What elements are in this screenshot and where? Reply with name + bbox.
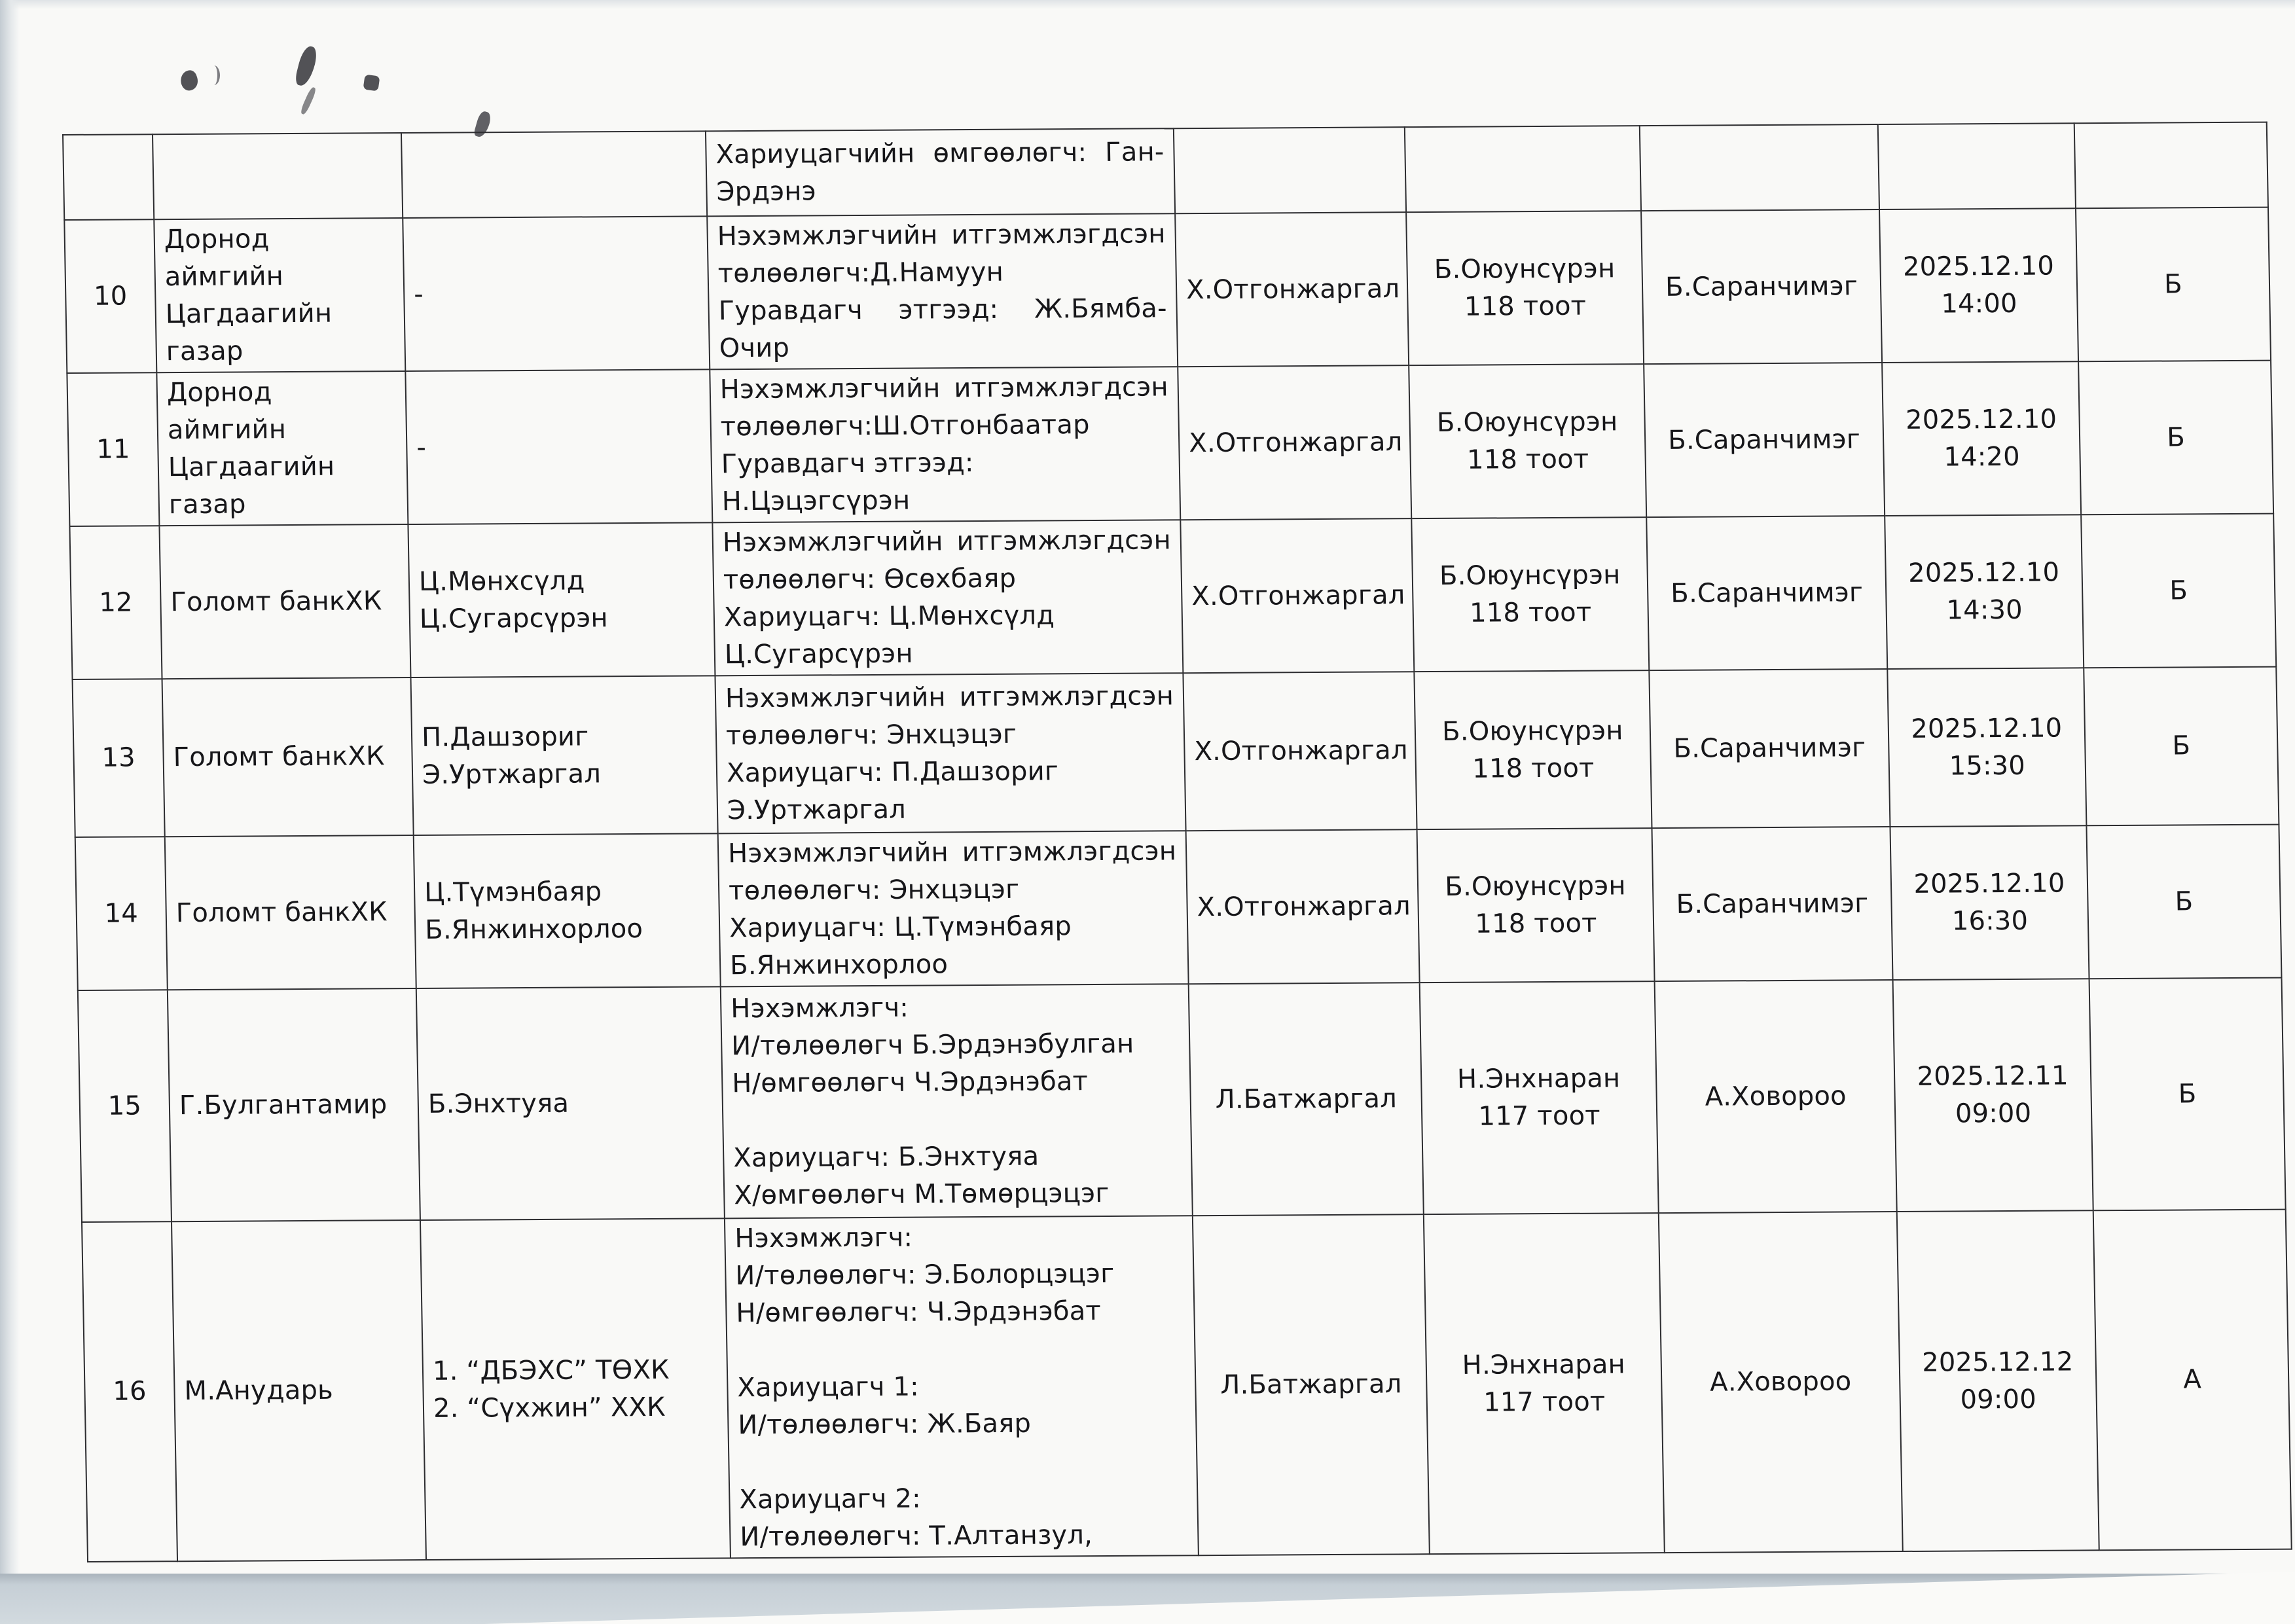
justified-text-line: Нэхэмжлэгчийн итгэмжлэгдсэн — [725, 680, 1174, 713]
text-line: 118 тоот — [1475, 908, 1598, 939]
text-line: Хариуцагч: Ц.Түмэнбаяр — [729, 911, 1072, 944]
ink-speck — [178, 69, 200, 93]
text-line: Э.Уртжаргал — [727, 794, 907, 825]
text-line: Г.Булгантамир — [179, 1089, 388, 1121]
text-line: Очир — [719, 333, 790, 364]
defendant-cell — [403, 216, 710, 371]
text-line: 2025.12.12 — [1921, 1346, 2074, 1378]
row-number-cell — [63, 134, 154, 220]
defendant-cell — [414, 833, 721, 988]
text-line: 2025.12.10 — [1910, 712, 2063, 744]
text-line: 16:30 — [1951, 905, 2029, 937]
text-line: Б.Янжинхорлоо — [729, 949, 949, 981]
text-line: газар — [168, 489, 246, 520]
text-line: 2025.12.10 — [1907, 557, 2060, 588]
text-line: Нэхэмжлэгч: — [734, 1222, 913, 1254]
text-line: И/төлөөлөгч: Т.Алтанзул, — [740, 1520, 1093, 1553]
text-line: 118 тоот — [1464, 291, 1587, 322]
text-line: П.Дашзориг — [421, 721, 589, 753]
text-line: И/төлөөлөгч Б.Эрдэнэбулган — [731, 1028, 1134, 1062]
text-line: 09:00 — [1955, 1098, 2032, 1129]
courtroom-cell — [1405, 126, 1641, 212]
text-line: Х/өмгөөлөгч М.Төмөрцэцэг — [733, 1178, 1110, 1211]
row-number-cell: 10 — [64, 219, 156, 373]
hall-letter-cell: А — [2093, 1210, 2292, 1551]
text-line: Б.Оюунсүрэн — [1439, 560, 1621, 591]
text-line: 118 тоот — [1466, 444, 1589, 475]
representatives-cell — [715, 673, 1185, 833]
courtroom-cell — [1414, 670, 1652, 829]
text-line: Дорнод — [166, 377, 272, 408]
datetime-cell — [1878, 123, 2076, 209]
text-line: аймгийн — [167, 414, 287, 446]
representatives-cell — [712, 520, 1183, 676]
table-row — [67, 361, 2273, 526]
text-line: Голомт банкХК — [175, 896, 388, 928]
text-line: Цагдаагийн — [165, 298, 333, 330]
courtroom-cell — [1417, 828, 1655, 983]
hall-letter-cell — [2074, 122, 2268, 209]
representatives-cell — [718, 831, 1189, 986]
datetime-cell — [1882, 361, 2081, 516]
text-line: Э.Уртжаргал — [422, 758, 602, 790]
plaintiff-cell — [165, 835, 416, 990]
hall-letter-cell: Б — [2089, 978, 2286, 1211]
text-line: Б.Оюунсүрэн — [1434, 253, 1616, 285]
justified-text-line: Нэхэмжлэгчийн итгэмжлэгдсэн — [722, 525, 1172, 558]
datetime-cell — [1890, 825, 2089, 980]
defendant-cell — [405, 369, 712, 524]
justified-text-line: Гуравдагч этгээд: Ж.Бямба- — [718, 293, 1168, 327]
ink-speck — [299, 86, 317, 115]
plaintiff-cell — [154, 218, 405, 372]
datetime-cell — [1893, 979, 2093, 1212]
representatives-cell — [707, 213, 1178, 369]
judge-cell: Х.Отгонжаргал — [1175, 212, 1409, 367]
courtroom-cell — [1406, 211, 1644, 365]
text-line: 117 тоот — [1478, 1100, 1601, 1132]
text-line: төлөөлөгч:Ш.Отгонбаатар — [720, 410, 1091, 442]
text-line: Б.Оюунсүрэн — [1441, 715, 1624, 747]
row-number-cell: 12 — [69, 526, 162, 679]
table-row — [69, 514, 2276, 679]
clerk-cell: Б.Саранчимэг — [1649, 669, 1890, 828]
text-line: Цагдаагийн — [168, 451, 335, 483]
text-line: Голомт банкХК — [170, 585, 382, 617]
hall-letter-cell: Б — [2086, 825, 2281, 979]
clerk-cell: Б.Саранчимэг — [1641, 209, 1882, 364]
defendant-cell — [420, 1218, 731, 1560]
justified-text-line: Хариуцагчийн өмгөөлөгч: Ган- — [715, 137, 1165, 170]
scan-top-edge — [0, 0, 2295, 9]
justified-text-line: Нэхэмжлэгчийн итгэмжлэгдсэн — [727, 836, 1177, 869]
courtroom-cell — [1411, 517, 1649, 672]
text-line: Хариуцагч 2: — [739, 1483, 922, 1515]
text-line: 14:00 — [1940, 288, 2018, 319]
text-line: Б.Янжинхорлоо — [424, 914, 643, 945]
text-line: Ц.Түмэнбаяр — [424, 876, 602, 908]
row-number-cell: 11 — [67, 372, 159, 526]
judge-cell: Х.Отгонжаргал — [1183, 672, 1417, 831]
courtroom-cell — [1424, 1213, 1665, 1554]
ink-speck — [208, 65, 220, 85]
text-line: Хариуцагч 1: — [737, 1371, 920, 1403]
justified-text-line: Нэхэмжлэгчийн итгэмжлэгдсэн — [717, 219, 1166, 252]
judge-cell: Х.Отгонжаргал — [1178, 365, 1411, 520]
table-row — [63, 122, 2268, 220]
plaintiff-cell — [153, 133, 403, 219]
text-line: 1. “ДБЭХС” ТӨХК — [432, 1354, 670, 1386]
text-line: Ц.Сугарсүрэн — [419, 603, 609, 634]
text-line: 2025.12.10 — [1902, 251, 2055, 282]
defendant-cell — [408, 522, 715, 677]
text-line: 118 тоот — [1472, 753, 1595, 784]
text-line: 15:30 — [1949, 750, 2026, 781]
judge-cell — [1174, 127, 1406, 213]
hall-letter-cell: Б — [2078, 361, 2273, 515]
text-line: Ц.Сугарсүрэн — [724, 638, 914, 670]
judge-cell: Л.Батжаргал — [1189, 983, 1424, 1216]
scan-left-edge — [0, 0, 20, 1624]
text-line: - — [416, 432, 427, 463]
row-number-cell: 15 — [78, 990, 172, 1222]
table-row — [78, 978, 2286, 1222]
text-line: Голомт банкХК — [173, 741, 385, 773]
text-line: 09:00 — [1960, 1384, 2037, 1415]
text-line: 2. “Сүхжин” ХХК — [433, 1392, 666, 1424]
datetime-cell — [1885, 514, 2084, 669]
hall-letter-cell: Б — [2084, 667, 2279, 826]
courtroom-cell — [1409, 364, 1646, 518]
row-number-cell: 16 — [82, 1221, 177, 1562]
plaintiff-cell — [162, 677, 414, 837]
text-line: төлөөлөгч: Өсөхбаяр — [723, 563, 1017, 596]
hearing-schedule-sheet — [62, 122, 2292, 1562]
text-line: Хариуцагч: П.Дашзориг — [726, 755, 1059, 788]
row-number-cell: 14 — [75, 837, 168, 990]
plaintiff-cell — [168, 988, 420, 1221]
hall-letter-cell: Б — [2081, 514, 2276, 668]
text-line: 2025.12.10 — [1905, 404, 2057, 435]
text-line: Гуравдагч этгээд: Н.Цэцэгсүрэн — [721, 448, 974, 517]
text-line: Н/өмгөөлөгч: Ч.Эрдэнэбат — [736, 1296, 1102, 1329]
hall-letter-cell: Б — [2076, 208, 2271, 362]
clerk-cell: Б.Саранчимэг — [1644, 363, 1885, 517]
row-number-cell: 13 — [73, 679, 165, 837]
plaintiff-cell — [156, 371, 408, 526]
text-line: Н.Энхнаран — [1456, 1063, 1621, 1094]
defendant-cell — [401, 131, 707, 218]
text-line: төлөөлөгч: Энхцэцэг — [728, 874, 1020, 907]
justified-text-line: Нэхэмжлэгчийн итгэмжлэгдсэн — [719, 372, 1169, 405]
datetime-cell — [1887, 668, 2086, 827]
text-line: Нэхэмжлэгч: — [730, 992, 909, 1024]
representatives-cell — [725, 1216, 1199, 1558]
table-row — [73, 667, 2279, 837]
text-line: М.Анударь — [184, 1375, 334, 1407]
clerk-cell: Б.Саранчимэг — [1646, 516, 1887, 670]
text-line: 14:20 — [1943, 441, 2021, 473]
judge-cell: Л.Батжаргал — [1193, 1214, 1430, 1555]
text-line: газар — [166, 336, 244, 367]
text-line: Б.Энхтуяа — [427, 1088, 569, 1119]
text-line: 117 тоот — [1483, 1386, 1606, 1418]
clerk-cell: Б.Саранчимэг — [1652, 827, 1893, 981]
datetime-cell — [1879, 208, 2078, 363]
datetime-cell — [1897, 1210, 2099, 1551]
text-line: 2025.12.11 — [1917, 1060, 2069, 1092]
text-line: 2025.12.10 — [1913, 868, 2065, 899]
table-row — [75, 825, 2282, 990]
clerk-cell: А.Ховороо — [1655, 980, 1897, 1213]
text-line: Дорнод — [164, 224, 270, 255]
text-line: Б.Оюунсүрэн — [1436, 406, 1618, 438]
hearing-schedule-table — [62, 122, 2292, 1562]
ink-speck — [363, 75, 380, 92]
plaintiff-cell — [159, 524, 410, 679]
text-line: Ц.Мөнхсүлд — [418, 566, 585, 597]
courtroom-cell — [1420, 981, 1659, 1214]
representatives-cell — [706, 128, 1175, 216]
text-line: Хариуцагч: Б.Энхтуяа — [732, 1141, 1039, 1174]
table-row — [82, 1210, 2292, 1562]
text-line: И/төлөөлөгч: Э.Болорцэцэг — [735, 1258, 1115, 1291]
clerk-cell — [1640, 124, 1879, 211]
defendant-cell — [410, 676, 717, 835]
text-line: 14:30 — [1946, 594, 2023, 626]
text-line: Хариуцагч: Ц.Мөнхсүлд — [723, 600, 1055, 633]
judge-cell: Х.Отгонжаргал — [1186, 829, 1420, 984]
clerk-cell: А.Ховороо — [1659, 1212, 1903, 1553]
text-line: - — [413, 279, 424, 310]
text-line: Н.Энхнаран — [1462, 1348, 1626, 1380]
text-line: Н/өмгөөлөгч Ч.Эрдэнэбат — [731, 1066, 1089, 1099]
text-line: Б.Оюунсүрэн — [1444, 871, 1627, 902]
text-line: аймгийн — [164, 261, 284, 293]
judge-cell: Х.Отгонжаргал — [1180, 518, 1414, 673]
plaintiff-cell — [172, 1220, 426, 1561]
text-line: 118 тоот — [1469, 597, 1592, 628]
representatives-cell — [710, 367, 1180, 522]
text-line: И/төлөөлөгч: Ж.Баяр — [738, 1408, 1032, 1441]
ink-speck — [294, 45, 319, 88]
text-line: төлөөлөгч: Энхцэцэг — [725, 719, 1017, 751]
text-line: Эрдэнэ — [716, 176, 817, 208]
text-line: төлөөлөгч:Д.Намуун — [717, 257, 1004, 289]
defendant-cell — [416, 986, 725, 1220]
representatives-cell — [721, 984, 1193, 1218]
table-row — [64, 208, 2271, 373]
